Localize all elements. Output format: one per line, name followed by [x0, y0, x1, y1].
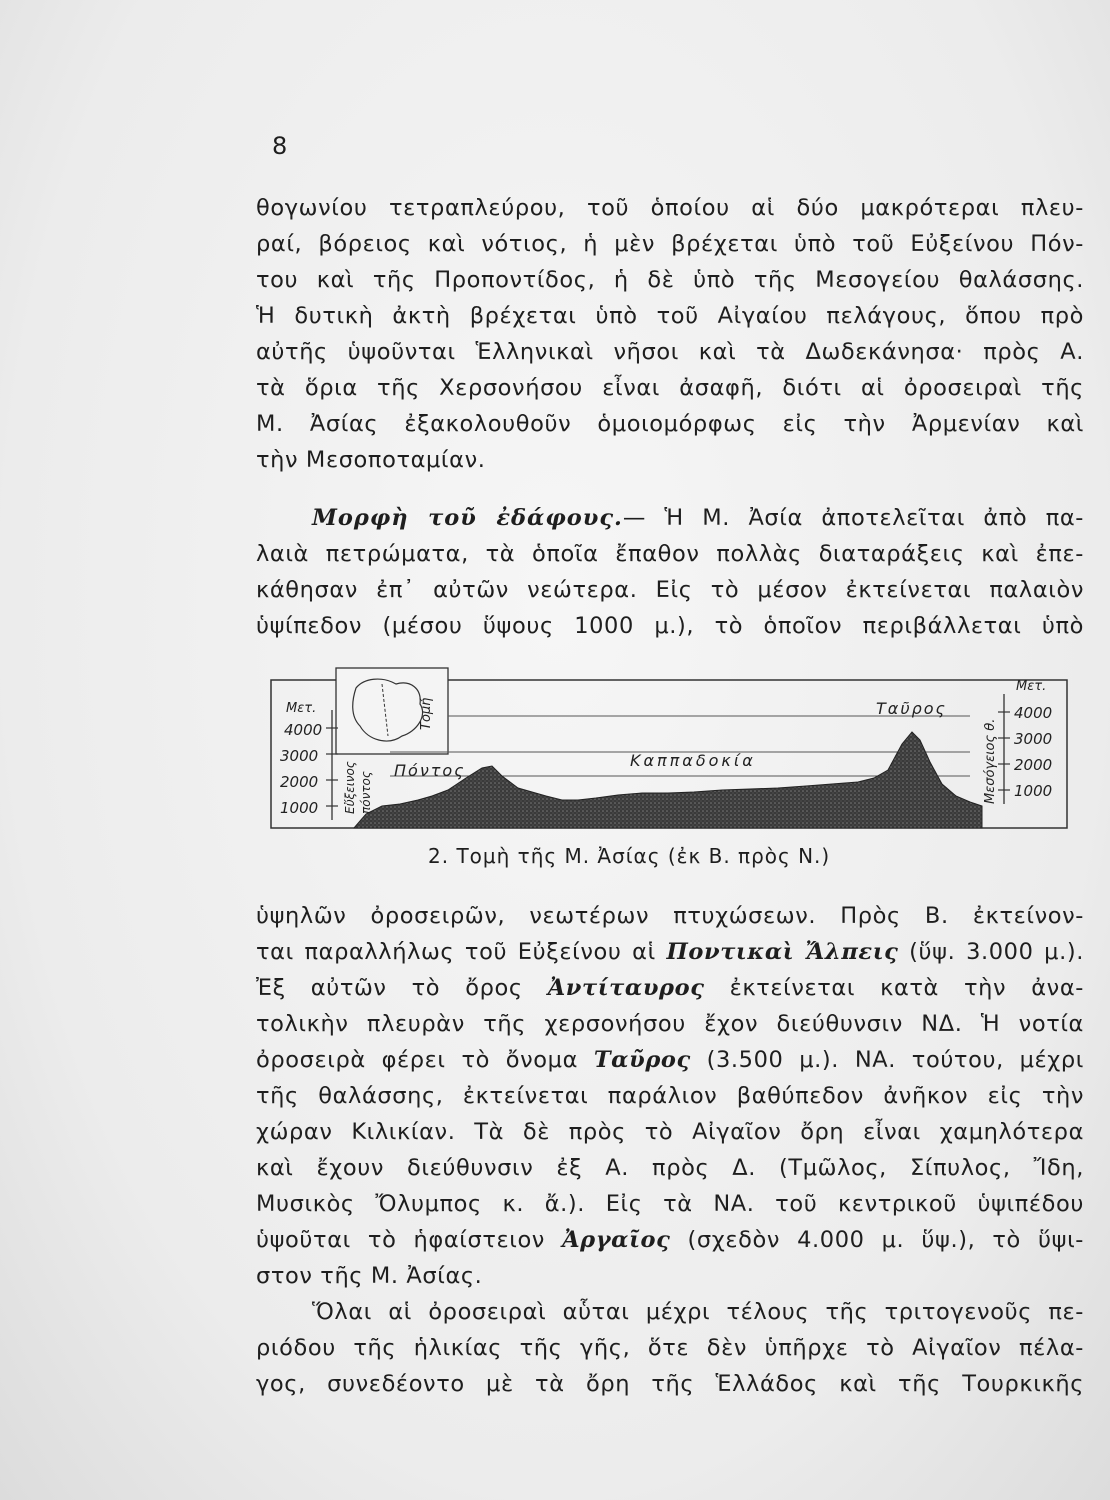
text-line: ραί, βόρειος καὶ νότιος, ἡ μὲν βρέχεται ὑπὸ τοῦ Εὐξείνου Πόν- [256, 231, 1084, 257]
text-run: ὀροσειρὰ φέρει τὸ ὄνομα [256, 1047, 594, 1073]
text-run: (ὕψ. 3.000 μ.). [898, 939, 1084, 965]
pontos-label: Πόντος [394, 761, 466, 780]
term-taurus: Ταῦρος [593, 1047, 691, 1073]
tick-label: 2000 [280, 773, 319, 791]
paragraph-3 [256, 898, 1084, 1294]
left-sea-label: πόντος [359, 771, 373, 814]
text-line: γος, συνεδέοντο μὲ τὰ ὄρη τῆς Ἑλλάδος καὶ τῆς Τουρκικῆς [256, 1371, 1084, 1397]
section-heading: Μορφὴ τοῦ ἐδάφους. [312, 505, 623, 531]
text-line: τολικὴν πλευρὰν τῆς χερσονήσου ἔχον διεύθυνσιν ΝΔ. Ἡ νοτία [256, 1011, 1084, 1037]
text-line: τῆς θαλάσσης, ἐκτείνεται παράλιον βαθύπεδον ἀνῆκον εἰς τὴν [256, 1083, 1084, 1109]
text-run: (3.500 μ.). ΝΑ. τούτου, μέχρι [690, 1047, 1084, 1073]
text-line: τὴν Μεσοποταμίαν. [256, 447, 486, 473]
tick-label: 3000 [1014, 730, 1053, 748]
text-line: θογωνίου τετραπλεύρου, τοῦ ὁποίου αἱ δύο μακρότεραι πλευ- [256, 195, 1084, 221]
kappadokia-label: Καππαδοκία [630, 751, 756, 770]
text-line: ριόδου τῆς ἡλικίας τῆς γῆς, ὅτε δὲν ὑπῆρχε τὸ Αἰγαῖον πέλα- [256, 1335, 1084, 1361]
text-run: ἐκτείνεται κατὰ τὴν ἀνα- [704, 975, 1084, 1001]
text-run: — Ἡ Μ. Ἀσία ἀποτελεῖται ἀπὸ πα- [622, 505, 1085, 531]
tick-label: 1000 [280, 799, 319, 817]
text-line: στον τῆς Μ. Ἀσίας. [256, 1263, 483, 1289]
text-line [256, 934, 1084, 970]
page-number: 8 [272, 132, 288, 160]
paragraph-2 [256, 500, 1084, 644]
text-run: ται παραλλήλως τοῦ Εὐξείνου αἱ [256, 939, 667, 965]
text-line: Μ. Ἀσίας ἐξακολουθοῦν ὁμοιομόρφως εἰς τὴν Ἀρμενίαν καὶ [256, 411, 1084, 437]
inset-label: Τομή [419, 697, 434, 730]
text-line [256, 500, 1084, 536]
term-pontic-alps: Ποντικαὶ Ἄλπεις [666, 939, 899, 965]
tick-label: 4000 [1014, 704, 1053, 722]
cross-section-diagram [270, 654, 1068, 830]
text-line: αὐτῆς ὑψοῦνται Ἑλληνικαὶ νῆσοι καὶ τὰ Δωδεκάνησα· πρὸς Α. [256, 339, 1084, 365]
text-line: χώραν Κιλικίαν. Τὰ δὲ πρὸς τὸ Αἰγαῖον ὄρη εἶναι χαμηλότερα [256, 1119, 1084, 1145]
term-argaios: Ἀργαῖος [562, 1227, 671, 1253]
text-line: Μυσικὸς Ὄλυμπος κ. ἄ.). Εἰς τὰ ΝΑ. τοῦ κεντρικοῦ ὑψιπέδου [256, 1191, 1084, 1217]
tick-label: 1000 [1014, 782, 1053, 800]
right-unit-label: Μετ. [1016, 679, 1047, 694]
text-line: του καὶ τῆς Προποντίδος, ἡ δὲ ὑπὸ τῆς Μεσογείου θαλάσσης. [256, 267, 1084, 293]
cross-section-figure [270, 654, 1068, 830]
right-sea-label: Μεσόγειος θ. [983, 718, 998, 804]
text-line [256, 970, 1084, 1006]
paragraph-1 [256, 190, 1084, 478]
text-line [256, 1222, 1084, 1258]
text-line: καὶ ἔχουν διεύθυνσιν ἐξ Α. πρὸς Δ. (Τμῶλος, Σίπυλος, Ἴδη, [256, 1155, 1084, 1181]
text-line: ὑψηλῶν ὀροσειρῶν, νεωτέρων πτυχώσεων. Πρὸς Β. ἐκτείνον- [256, 903, 1084, 929]
text-line: λαιὰ πετρώματα, τὰ ὁποῖα ἔπαθον πολλὰς διαταράξεις καὶ ἐπε- [256, 541, 1084, 567]
text-line: τὰ ὅρια τῆς Χερσονήσου εἶναι ἀσαφῆ, διότι αἱ ὀροσειραὶ τῆς [256, 375, 1084, 401]
text-line: Ὅλαι αἱ ὀροσειραὶ αὗται μέχρι τέλους τῆς τριτογενοῦς πε- [312, 1299, 1084, 1325]
tick-label: 2000 [1014, 756, 1053, 774]
text-line: κάθησαν ἐπ᾽ αὐτῶν νεώτερα. Εἰς τὸ μέσον ἐκτείνεται παλαιὸν [256, 577, 1084, 603]
left-sea-label: Εὔξεινος [343, 761, 357, 814]
paragraph-4 [256, 1294, 1084, 1402]
text-line: Ἡ δυτικὴ ἀκτὴ βρέχεται ὑπὸ τοῦ Αἰγαίου πελάγους, ὅπου πρὸ [256, 303, 1084, 329]
text-line [256, 1042, 1084, 1078]
text-run: Ἐξ αὐτῶν τὸ ὄρος [256, 975, 548, 1001]
tavros-label: Ταῦρος [876, 699, 947, 718]
tick-label: 3000 [280, 747, 319, 765]
text-line: ὑψίπεδον (μέσου ὕψους 1000 μ.), τὸ ὁποῖον περιβάλλεται ὑπὸ [256, 613, 1084, 639]
left-unit-label: Μετ. [286, 701, 317, 716]
text-run: ὑψοῦται τὸ ἡφαίστειον [256, 1227, 563, 1253]
figure-caption: 2. Τομὴ τῆς Μ. Ἀσίας (ἐκ Β. πρὸς Ν.) [428, 844, 831, 868]
tick-label: 4000 [284, 721, 323, 739]
text-run: (σχεδὸν 4.000 μ. ὕψ.), τὸ ὕψι- [670, 1227, 1084, 1253]
term-antitaurus: Ἀντίταυρος [547, 975, 705, 1001]
